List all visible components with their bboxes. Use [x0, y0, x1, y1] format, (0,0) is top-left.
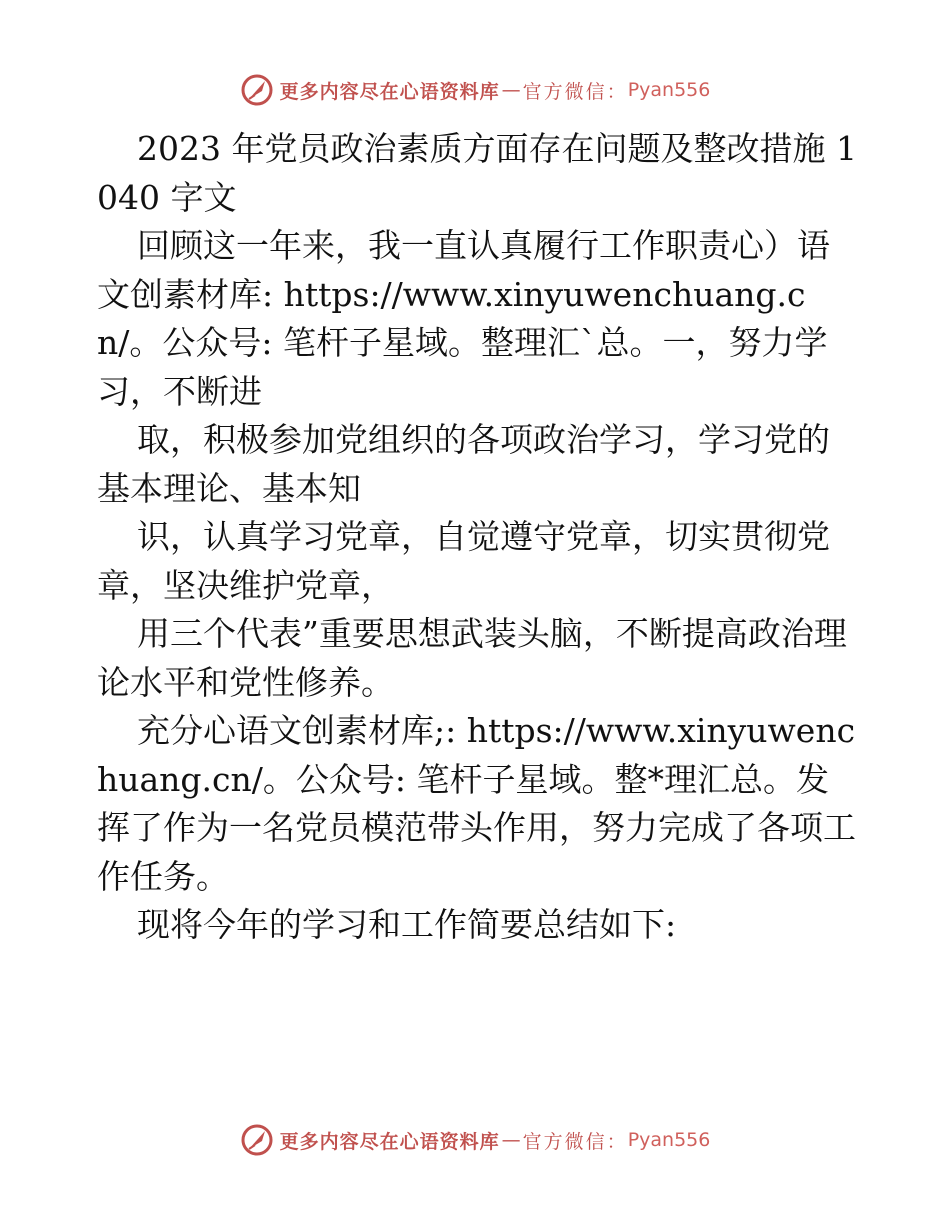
- watermark-handle: Pyan556: [627, 79, 711, 101]
- watermark-dash: —: [501, 1129, 521, 1151]
- quill-pen-logo-icon: [240, 73, 274, 107]
- footer-watermark: [0, 1120, 950, 1160]
- document-title: 2023 年党员政治素质方面存在问题及整改措施 1040 字文: [97, 129, 857, 217]
- header-watermark: [0, 70, 950, 110]
- document-body: [97, 124, 857, 950]
- watermark-brand: 更多内容尽在心语资料库: [279, 1130, 500, 1153]
- watermark-label: 官方微信：: [522, 80, 628, 103]
- watermark-dash: —: [501, 79, 521, 101]
- quill-pen-logo-icon: [240, 1123, 274, 1157]
- watermark-brand: 更多内容尽在心语资料库: [279, 80, 500, 103]
- paragraph-6: 现将今年的学习和工作简要总结如下:: [137, 905, 677, 944]
- watermark-handle: Pyan556: [627, 1129, 711, 1151]
- paragraph-4: 用三个代表”重要思想武装头脑，不断提高政治理论水平和党性修养。: [97, 614, 847, 702]
- watermark-label: 官方微信：: [522, 1130, 628, 1153]
- paragraph-1: 回顾这一年来，我一直认真履行工作职责心）语文创素材库: https://www.xinyuwenchuang.cn/。公众号: 笔杆子星域。整理汇`总。一，努力学习，不断进: [97, 226, 830, 411]
- paragraph-2: 取，积极参加党组织的各项政治学习，学习党的基本理论、基本知: [97, 420, 830, 508]
- paragraph-3: 识，认真学习党章，自觉遵守党章，切实贯彻党章，坚决维护党章，: [97, 517, 830, 605]
- paragraph-5: 充分心语文创素材库;: https://www.xinyuwenchuang.cn/。公众号: 笔杆子星域。整*理汇总。发挥了作为一名党员模范带头作用，努力完成了各项工作任务。: [97, 711, 856, 896]
